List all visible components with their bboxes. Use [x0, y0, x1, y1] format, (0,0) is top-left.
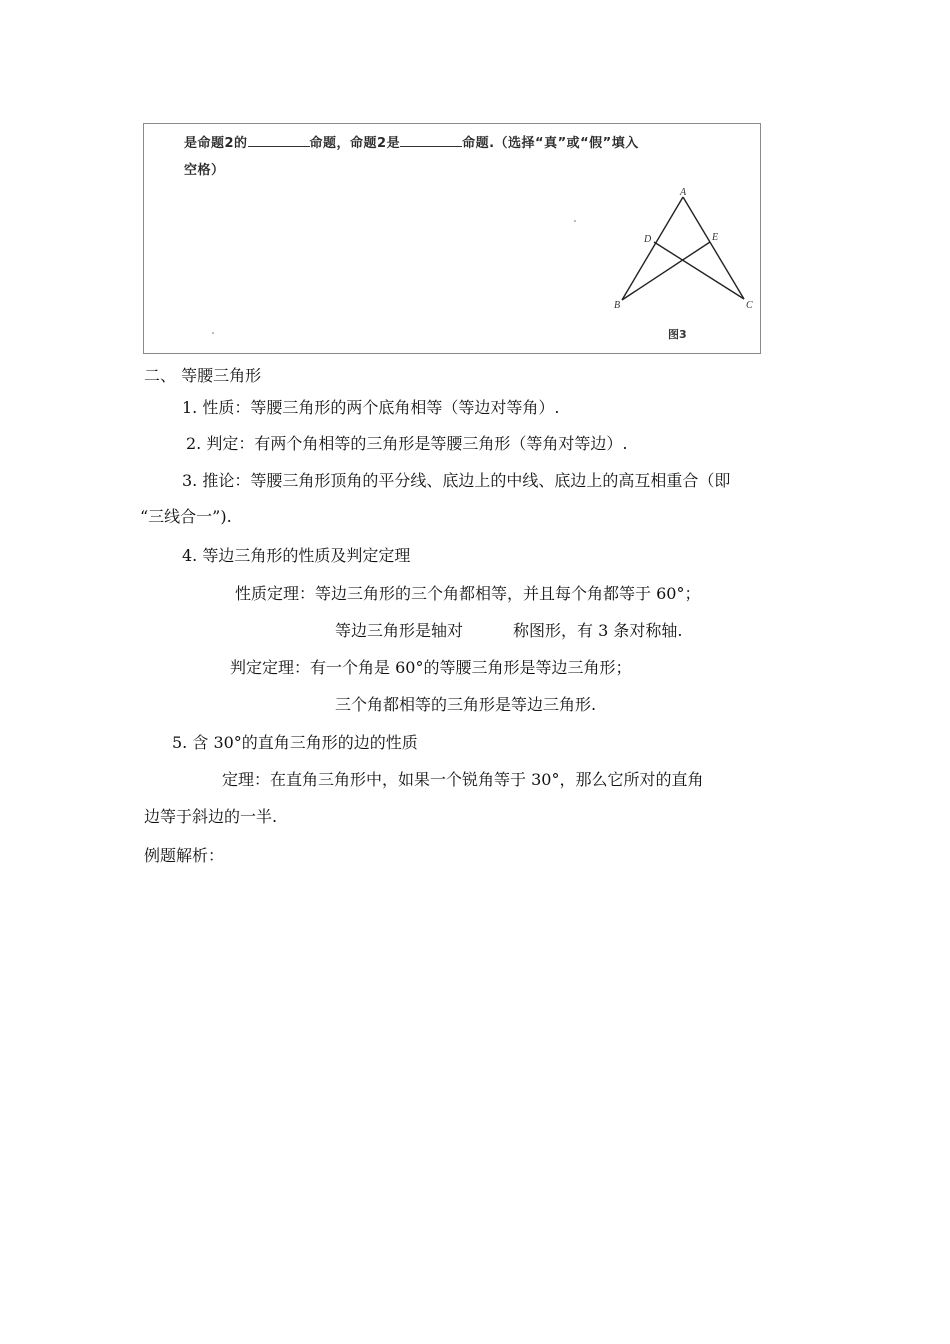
examples-heading: 例题解析： [144, 846, 225, 865]
scanned-line-1 [184, 130, 754, 157]
scan-speck [212, 332, 214, 334]
segment-be [622, 242, 710, 300]
scanned-text-segment: 命题.（选择“真”或“假”填入 [462, 136, 639, 151]
label-e: E [712, 232, 719, 243]
corollary-line-1: 3. 推论：等腰三角形顶角的平分线、底边上的中线、底边上的高互相重合（即 [182, 471, 731, 490]
scanned-figure-box [143, 123, 761, 354]
blank-line [248, 136, 310, 147]
scanned-line-2: 空格） [184, 163, 225, 178]
judgement-theorem-line-2: 三个角都相等的三角形是等边三角形. [335, 695, 597, 714]
scanned-question-text [184, 130, 754, 184]
judgement-item: 2. 判定：有两个角相等的三角形是等腰三角形（等角对等边）. [186, 434, 628, 453]
segment-ab [622, 197, 683, 300]
figure-caption: 图3 [668, 328, 687, 341]
section-heading: 二、 等腰三角形 [144, 366, 262, 385]
label-a: A [680, 187, 687, 198]
segment-ac [683, 197, 744, 299]
label-d: D [644, 234, 652, 245]
label-b: B [614, 300, 621, 311]
scanned-text-segment: 命题，命题2是 [309, 136, 401, 151]
scan-speck [574, 220, 576, 222]
label-c: C [746, 300, 753, 311]
triangle-figure [606, 186, 756, 316]
equilateral-heading: 4. 等边三角形的性质及判定定理 [182, 546, 411, 565]
property-theorem-line-2a: 等边三角形是轴对 [335, 621, 464, 640]
theorem-line-1: 定理：在直角三角形中，如果一个锐角等于 30°，那么它所对的直角 [222, 770, 704, 789]
scanned-text-segment: 是命题2的 [184, 136, 248, 151]
corollary-line-2: “三线合一”). [140, 507, 232, 526]
thirty-degree-heading: 5. 含 30°的直角三角形的边的性质 [172, 733, 418, 752]
blank-line [400, 136, 462, 147]
theorem-line-2: 边等于斜边的一半. [144, 807, 278, 826]
property-item: 1. 性质：等腰三角形的两个底角相等（等边对等角）. [182, 398, 560, 417]
property-theorem-line-2b: 称图形，有 3 条对称轴. [513, 621, 683, 640]
property-theorem-line-1: 性质定理：等边三角形的三个角都相等，并且每个角都等于 60°； [235, 584, 701, 603]
judgement-theorem-line-1: 判定定理：有一个角是 60°的等腰三角形是等边三角形； [230, 658, 632, 677]
